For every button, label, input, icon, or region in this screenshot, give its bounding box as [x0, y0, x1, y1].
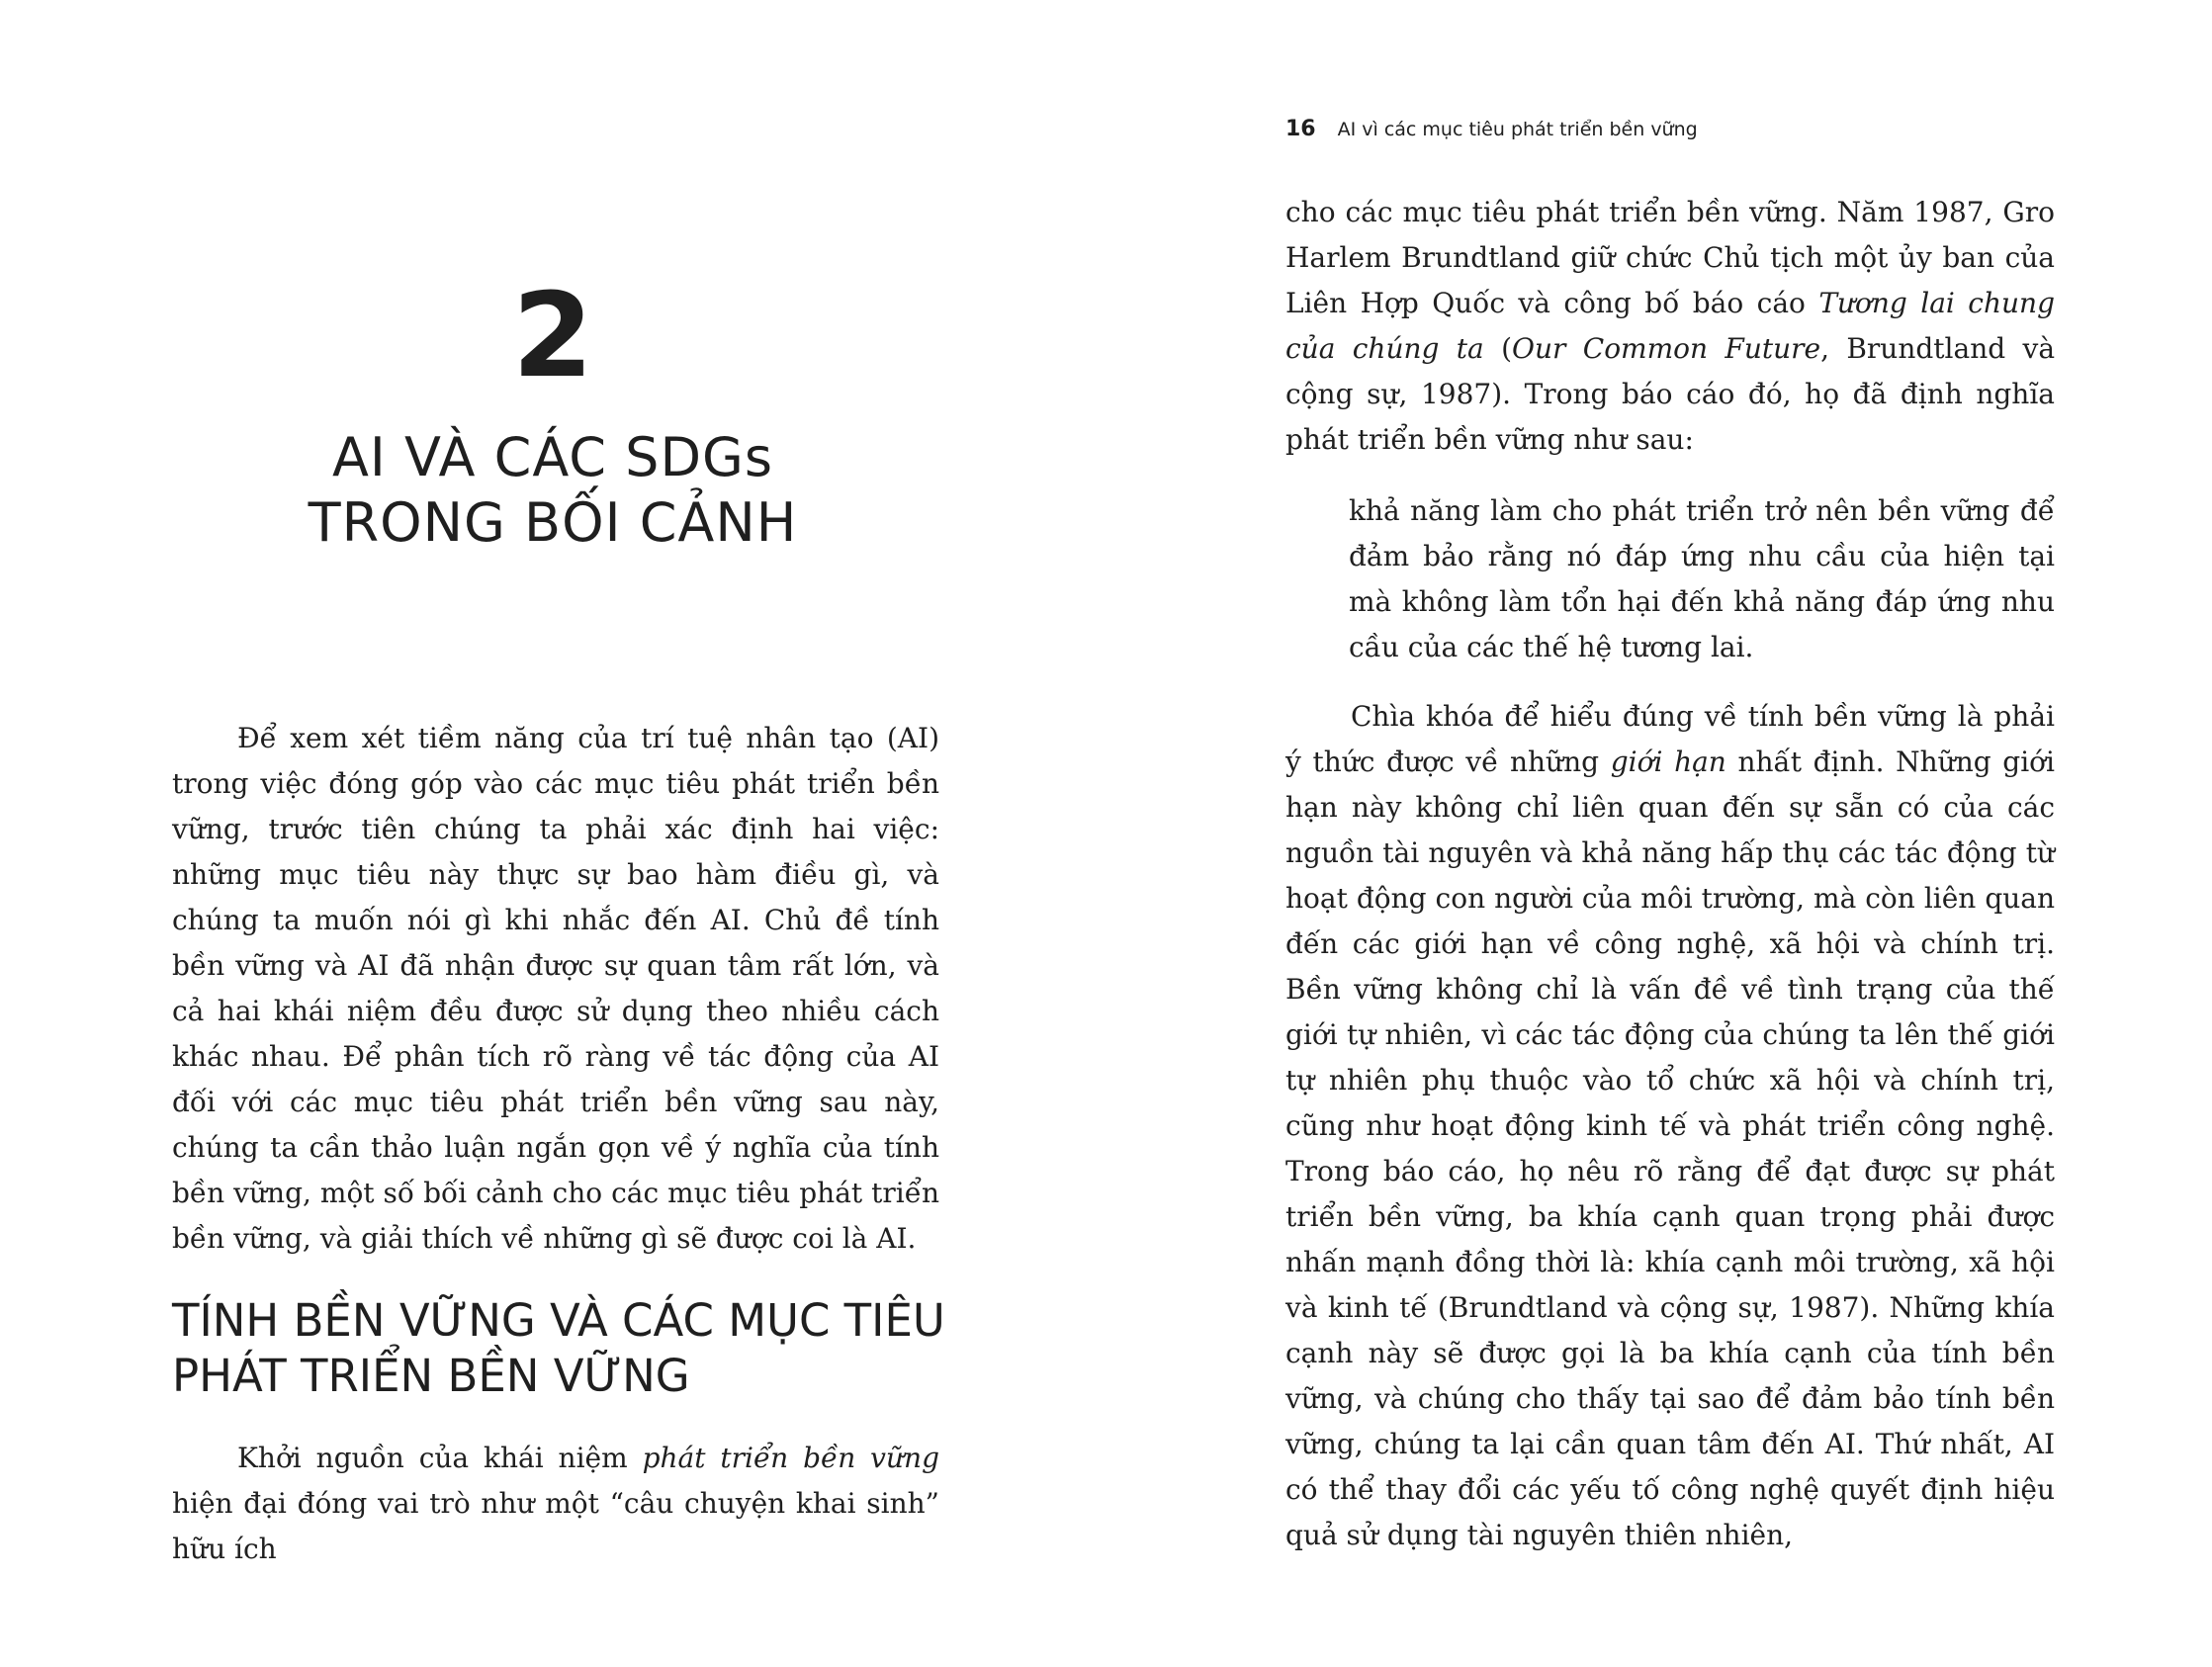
section-heading	[172, 1293, 953, 1404]
key-paragraph	[1285, 694, 2055, 1558]
origin-text-before: Khởi nguồn của khái niệm	[237, 1442, 643, 1474]
running-header	[1285, 117, 1698, 141]
origin-text-italic: phát triển bền vững	[642, 1442, 939, 1474]
continuation-part-2: (	[1483, 332, 1513, 365]
continuation-part-1: cho các mục tiêu phát triển bền vững. Năm 1987, Gro Harlem Brundtland giữ chức Chủ tịch một ủy ban của Liên Hợp Quốc và công bố báo cáo	[1285, 196, 2055, 319]
origin-text-after: hiện đại đóng vai trò như một “câu chuyện khai sinh” hữu ích	[172, 1487, 939, 1565]
section-heading-line-2: PHÁT TRIỂN BỀN VỮNG	[172, 1350, 690, 1402]
key-text-before: Chìa khóa để hiểu đúng về tính bền vững là phải ý thức được về những	[1285, 700, 2055, 778]
running-header-title: AI vì các mục tiêu phát triển bền vững	[1337, 119, 1698, 140]
section-heading-line-1: TÍNH BỀN VỮNG VÀ CÁC MỤC TIÊU	[172, 1294, 945, 1347]
page-number: 16	[1285, 117, 1316, 141]
continuation-italic-1: Tương lai chung của chúng ta	[1285, 287, 2055, 365]
continuation-part-3: , Brundtland và cộng sự, 1987). Trong báo cáo đó, họ đã định nghĩa phát triển bền vững như sau:	[1285, 332, 2056, 456]
key-text-after: nhất định. Những giới hạn này không chỉ liên quan đến sự sẵn có của các nguồn tài nguyên và khả năng hấp thụ các tác động từ hoạt động con người của môi trường, mà còn liên quan đến các giới hạn về công nghệ, xã hội và chính trị. Bền vững không chỉ là vấn đề về tình trạng của thế giới tự nhiên, vì các tác động của chúng ta lên thế giới tự nhiên phụ thuộc vào tổ chức xã hội và chính trị, cũng như hoạt động kinh tế và phát triển công nghệ. Trong báo cáo, họ nêu rõ rằng để đạt được sự phát triển bền vững, ba khía cạnh quan trọng phải được nhấn mạnh đồng thời là: khía cạnh môi trường, xã hội và kinh tế (Brundtland và cộng sự, 1987). Những khía cạnh này sẽ được gọi là ba khía cạnh của tính bền vững, và chúng cho thấy tại sao để đảm bảo tính bền vững, chúng ta lại cần quan tâm đến AI. Thứ nhất, AI có thể thay đổi các yếu tố công nghệ quyết định hiệu quả sử dụng tài nguyên thiên nhiên,	[1285, 746, 2055, 1551]
intro-paragraph: Để xem xét tiềm năng của trí tuệ nhân tạo (AI) trong việc đóng góp vào các mục tiêu phát triển bền vững, trước tiên chúng ta phải xác định hai việc: những mục tiêu này thực sự bao hàm điều gì, và chúng ta muốn nói gì khi nhắc đến AI. Chủ đề tính bền vững và AI đã nhận được sự quan tâm rất lớn, và cả hai khái niệm đều được sử dụng theo nhiều cách khác nhau. Để phân tích rõ ràng về tác động của AI đối với các mục tiêu phát triển bền vững sau này, chúng ta cần thảo luận ngắn gọn về ý nghĩa của tính bền vững, một số bối cảnh cho các mục tiêu phát triển bền vững, và giải thích về những gì sẽ được coi là AI.	[172, 722, 939, 1255]
origin-paragraph	[172, 1436, 939, 1572]
continuation-italic-2: Our Common Future	[1512, 332, 1821, 365]
chapter-number: 2	[511, 267, 594, 403]
continuation-paragraph	[1285, 190, 2055, 463]
chapter-title	[0, 425, 1106, 556]
key-text-italic: giới hạn	[1610, 746, 1726, 778]
chapter-title-line-1: AI VÀ CÁC SDGs	[331, 426, 774, 488]
block-quote: khả năng làm cho phát triển trở nên bền vững để đảm bảo rằng nó đáp ứng nhu cầu của hiện tại mà không làm tổn hại đến khả năng đáp ứng nhu cầu của các thế hệ tương lai.	[1349, 494, 2055, 663]
chapter-title-line-2: TRONG BỐI CẢNH	[308, 491, 798, 554]
